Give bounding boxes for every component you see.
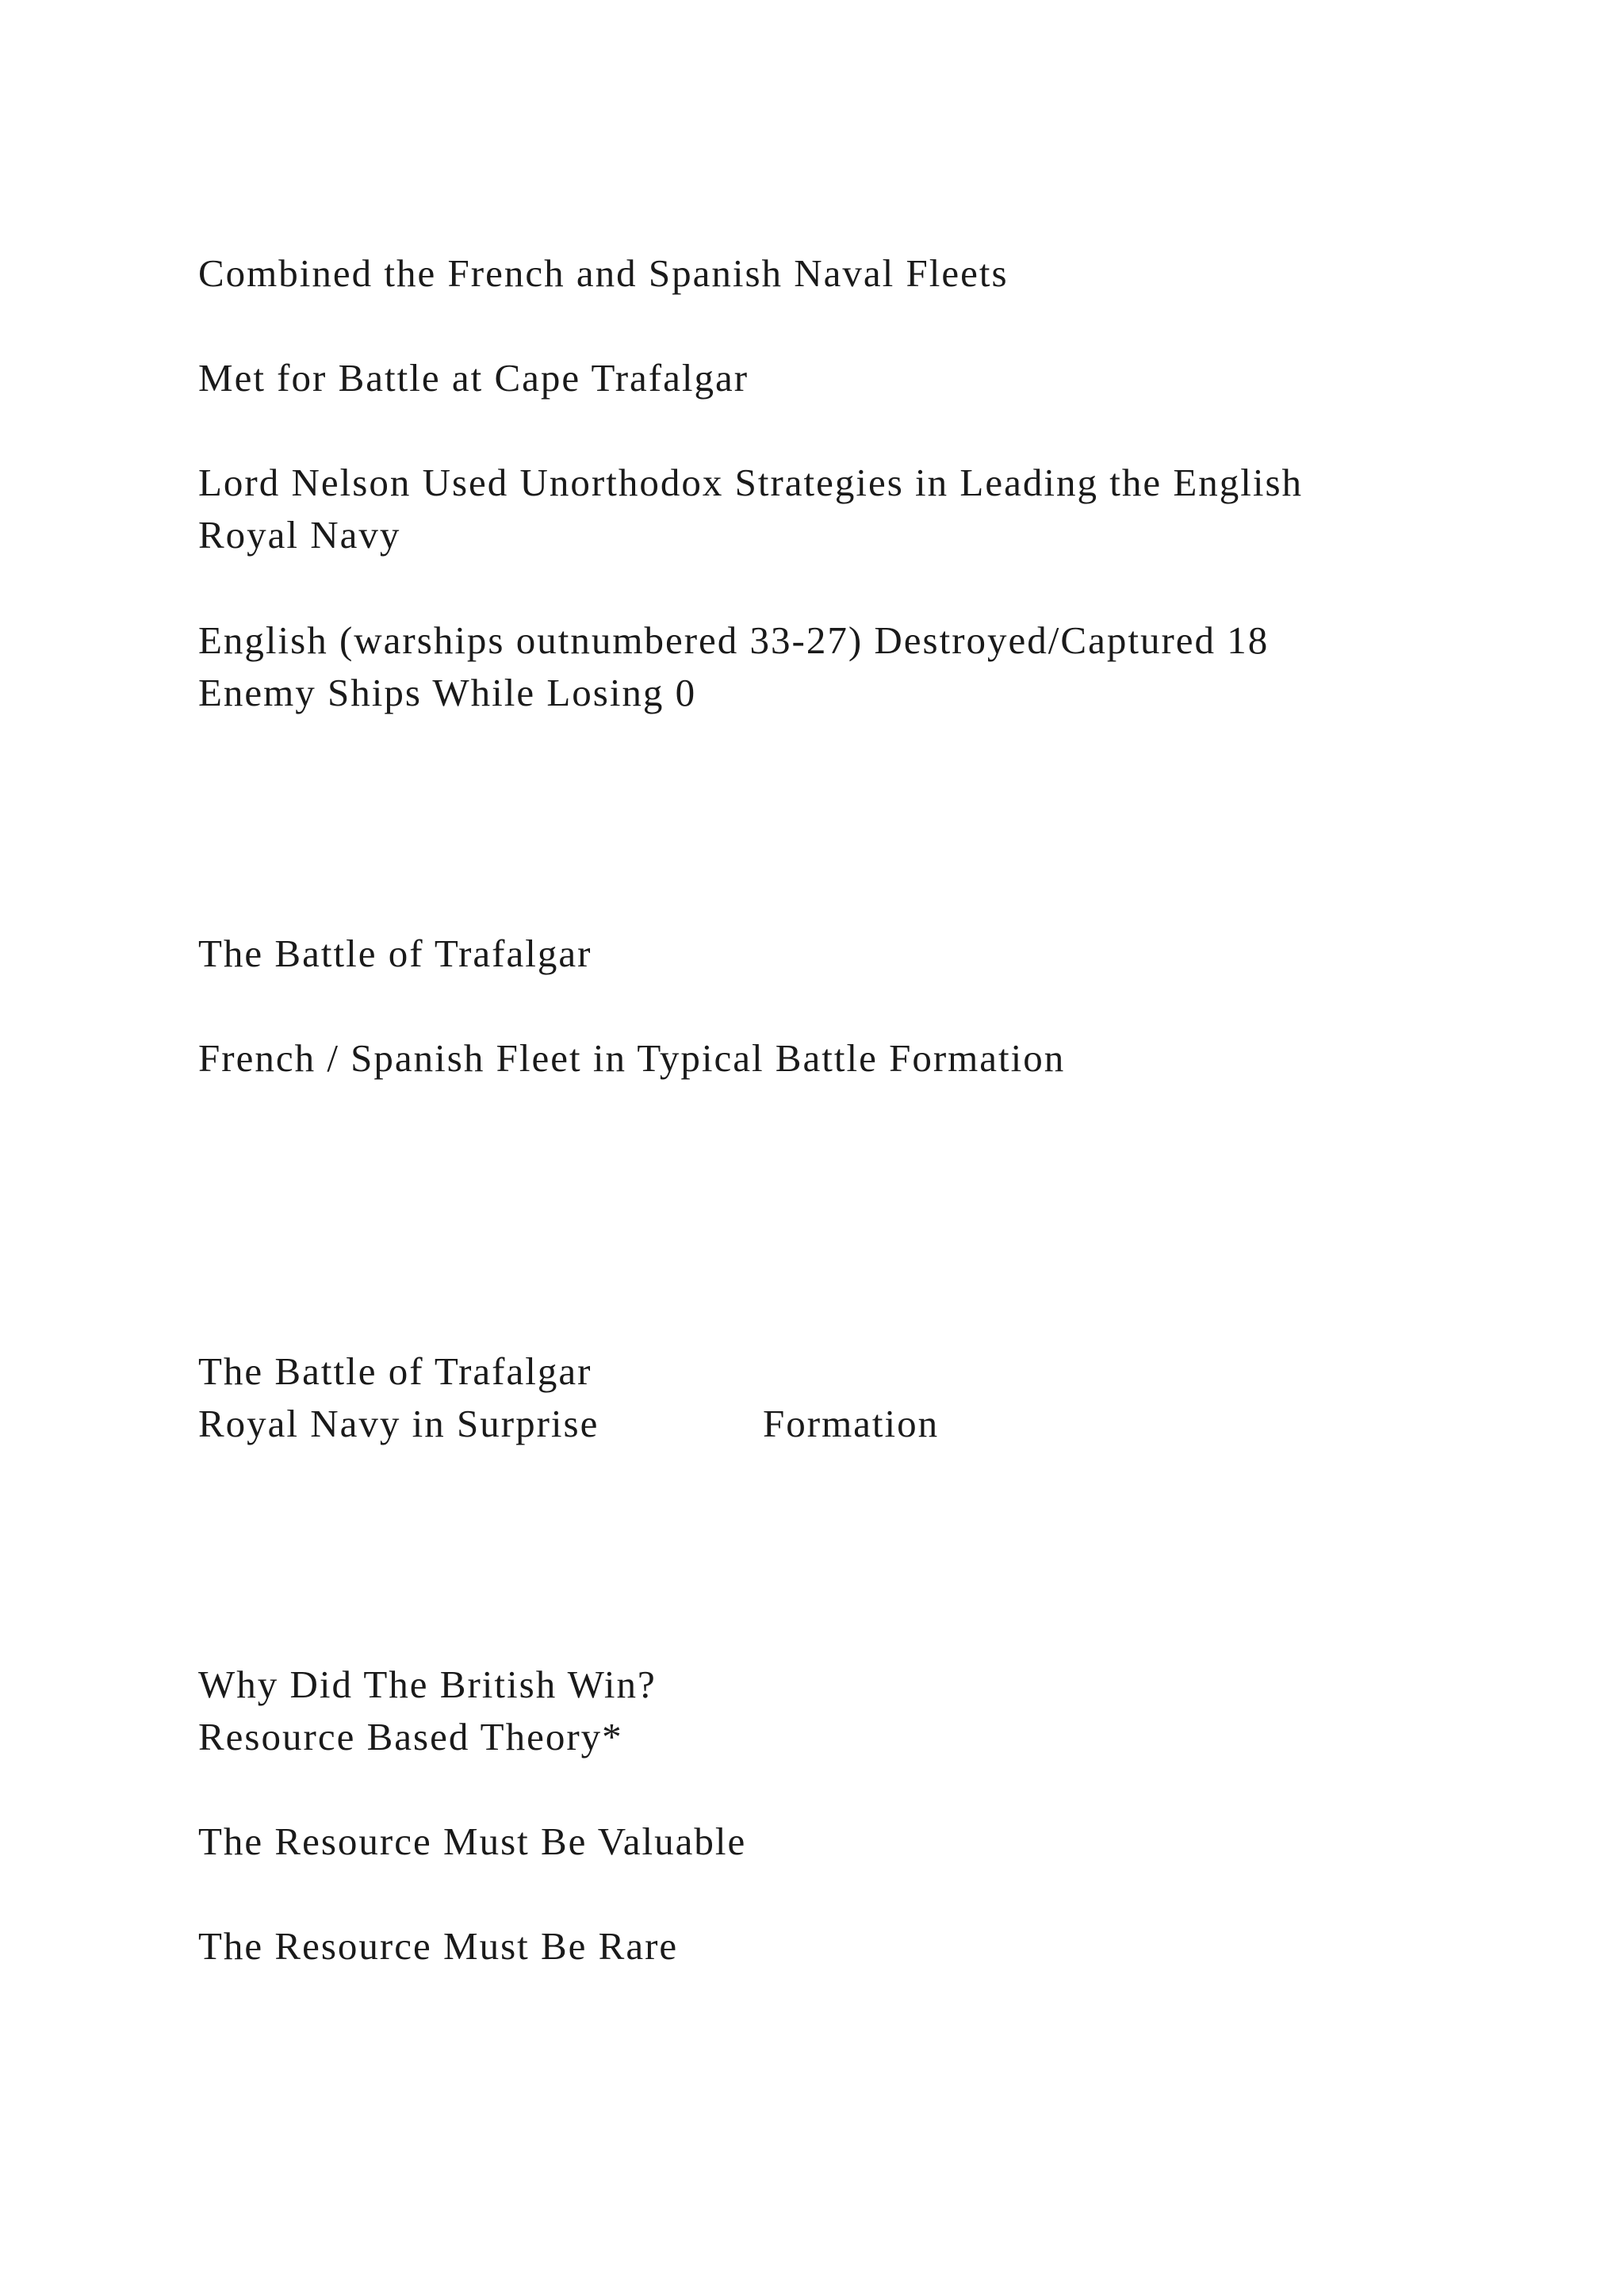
text-line: English (warships outnumbered 33-27) Destroyed/Captured 18: [198, 618, 1270, 662]
text-line: Royal Navy in Surprise: [198, 1402, 599, 1445]
text-line: French / Spanish Fleet in Typical Battle Formation: [198, 1036, 1066, 1080]
text-line: Enemy Ships While Losing 0: [198, 671, 697, 714]
text-line: The Resource Must Be Valuable: [198, 1820, 747, 1863]
text-line: Resource Based Theory*: [198, 1715, 623, 1758]
section-heading: The Battle of Trafalgar: [198, 932, 592, 975]
section-heading: Why Did The British Win?: [198, 1663, 657, 1706]
section-heading: The Battle of Trafalgar: [198, 1349, 592, 1393]
text-line: Lord Nelson Used Unorthodox Strategies in Leading the English: [198, 461, 1304, 504]
text-line: Combined the French and Spanish Naval Fleets: [198, 251, 1009, 295]
text-line: Formation: [763, 1402, 940, 1445]
text-line: Royal Navy: [198, 513, 401, 557]
text-line: The Resource Must Be Rare: [198, 1924, 679, 1968]
text-line: Met for Battle at Cape Trafalgar: [198, 356, 749, 400]
